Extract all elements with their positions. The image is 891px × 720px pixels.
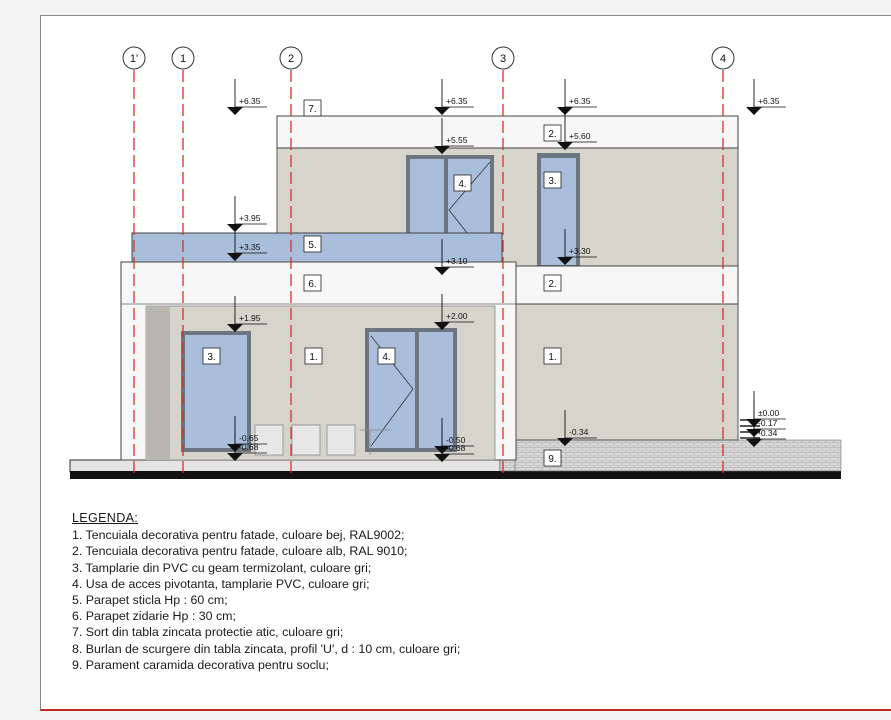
level-label: +3.10	[446, 256, 468, 266]
legend	[72, 510, 832, 673]
axis-label-4: 4	[719, 53, 727, 65]
level-mark-top_mid	[434, 79, 474, 115]
tag-label: 9.	[548, 454, 557, 465]
tag-label: 2.	[548, 129, 557, 140]
tag-t4b	[378, 348, 395, 364]
level-label: +6.35	[569, 96, 591, 106]
level-label: +3.95	[239, 213, 261, 223]
tag-t2b	[544, 275, 561, 291]
legend-item-5: 5. Parapet sticla Hp : 60 cm;	[72, 593, 228, 608]
legend-item-6: 6. Parapet zidarie Hp : 30 cm;	[72, 609, 236, 624]
level-label: +6.35	[239, 96, 261, 106]
tag-t4a	[454, 175, 471, 191]
level-label: +2.00	[446, 311, 468, 321]
legend-item-2: 2. Tencuiala decorativa pentru fatade, culoare alb, RAL 9010;	[72, 544, 408, 559]
level-label: +3.30	[569, 246, 591, 256]
lower-door-glass-right	[419, 332, 453, 448]
level-label: -0.68	[239, 442, 259, 452]
level-label: +5.60	[569, 131, 591, 141]
level-label: -0.34	[758, 428, 778, 438]
level-mark-top_right2	[746, 79, 786, 115]
tag-t3b	[203, 348, 220, 364]
tag-t1b	[544, 348, 561, 364]
axis-label-1: 1	[179, 53, 187, 65]
tag-label: 1.	[309, 352, 318, 363]
tag-label: 3.	[207, 352, 216, 363]
tag-t5	[304, 236, 321, 252]
tag-t1a	[305, 348, 322, 364]
axis-label-3: 3	[499, 53, 507, 65]
level-label: +6.35	[446, 96, 468, 106]
axis-label-2: 2	[287, 53, 295, 65]
tag-label: 2.	[548, 279, 557, 290]
tag-t3a	[544, 172, 561, 188]
level-label: ±0.00	[758, 408, 780, 418]
axis-bubbles	[123, 47, 734, 69]
level-label: -0.68	[446, 443, 466, 453]
legend-item-1: 1. Tencuiala decorativa pentru fatade, culoare bej, RAL9002;	[72, 528, 405, 543]
level-label: -0.50	[446, 435, 466, 445]
attic-band	[277, 116, 738, 148]
tag-t2a	[544, 125, 561, 141]
tag-label: 6.	[308, 279, 317, 290]
recess-shadow	[146, 306, 170, 460]
tag-t9	[544, 450, 561, 466]
legend-item-7: 7. Sort din tabla zincata protectie atic, culoare gri;	[72, 625, 344, 640]
tag-label: 4.	[382, 352, 391, 363]
tag-label: 5.	[308, 240, 317, 251]
level-label: +1.95	[239, 313, 261, 323]
level-label: -0.17	[758, 418, 778, 428]
level-label: -0.65	[239, 433, 259, 443]
tag-t7	[304, 100, 321, 116]
lower-right-wall	[516, 304, 738, 440]
legend-item-4: 4. Usa de acces pivotanta, tamplarie PVC, culoare gri;	[72, 576, 370, 591]
tag-t6	[304, 275, 321, 291]
level-mark-top_right1	[557, 79, 597, 115]
tag-label: 7.	[308, 104, 317, 115]
level-label: +6.35	[758, 96, 780, 106]
level-label: +5.55	[446, 135, 468, 145]
level-label: +3.35	[239, 242, 261, 252]
legend-item-9: 9. Parament caramida decorativa pentru soclu;	[72, 657, 329, 672]
tag-label: 1.	[548, 352, 557, 363]
tag-label: 3.	[548, 176, 557, 187]
tag-label: 4.	[458, 179, 467, 190]
axis-label-1p: 1'	[129, 53, 139, 65]
legend-item-3: 3. Tamplarie din PVC cu geam termizolant, culoare gri;	[72, 560, 372, 575]
legend-item-8: 8. Burlan de scurgere din tabla zincata, profil 'U', d : 10 cm, culoare gri;	[72, 641, 461, 656]
legend-title: LEGENDA:	[72, 511, 139, 525]
ground-line	[70, 471, 841, 479]
level-mark-l395	[227, 196, 267, 232]
level-label: -0.34	[569, 427, 589, 437]
level-mark-top_left	[227, 79, 267, 115]
